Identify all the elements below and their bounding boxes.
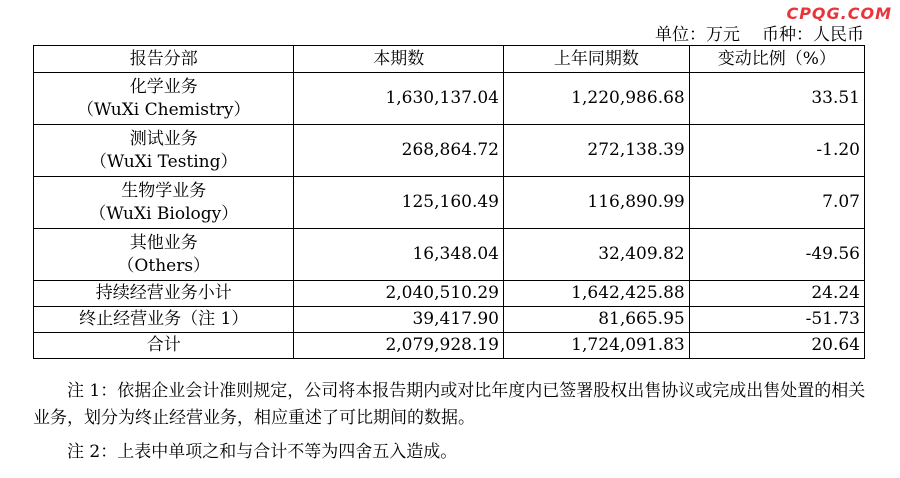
header-prior: 上年同期数 — [504, 46, 690, 73]
current-value: 2,040,510.29 — [294, 281, 504, 307]
watermark-logo: CPQG.COM — [786, 4, 892, 23]
prior-value: 116,890.99 — [504, 177, 690, 229]
unit-label: 单位：万元 — [655, 25, 740, 45]
segment-name: 化学业务 — [129, 76, 198, 97]
change-value: -51.73 — [689, 307, 864, 333]
footnote-2: 注 2：上表中单项之和与合计不等为四舍五入造成。 — [67, 442, 458, 462]
prior-value: 81,665.95 — [504, 307, 690, 333]
segment-cell — [34, 73, 294, 125]
segment-cell — [34, 229, 294, 281]
header-current: 本期数 — [294, 46, 504, 73]
change-value: -49.56 — [689, 229, 864, 281]
table-row — [34, 125, 865, 177]
segment-revenue-table — [33, 45, 865, 359]
segment-name-en: （WuXi Testing） — [89, 151, 238, 172]
segment-name: 持续经营业务小计 — [34, 281, 294, 307]
segment-name: 终止经营业务（注 1） — [34, 307, 294, 333]
table-row — [34, 281, 865, 307]
segment-name-en: （WuXi Biology） — [89, 203, 239, 224]
header-segment: 报告分部 — [34, 46, 294, 73]
unit-currency-line — [655, 20, 864, 45]
change-value: 20.64 — [689, 333, 864, 359]
segment-cell — [34, 125, 294, 177]
change-value: 7.07 — [689, 177, 864, 229]
segment-cell — [34, 177, 294, 229]
prior-value: 1,724,091.83 — [504, 333, 690, 359]
current-value: 39,417.90 — [294, 307, 504, 333]
segment-name: 合计 — [34, 333, 294, 359]
table-row — [34, 73, 865, 125]
current-value: 1,630,137.04 — [294, 73, 504, 125]
table-row-total — [34, 333, 865, 359]
prior-value: 1,220,986.68 — [504, 73, 690, 125]
segment-name-en: （Others） — [117, 255, 211, 276]
segment-name: 生物学业务 — [121, 180, 207, 201]
prior-value: 32,409.82 — [504, 229, 690, 281]
prior-value: 272,138.39 — [504, 125, 690, 177]
segment-name-en: （WuXi Chemistry） — [76, 99, 251, 120]
current-value: 125,160.49 — [294, 177, 504, 229]
current-value: 16,348.04 — [294, 229, 504, 281]
table-row — [34, 229, 865, 281]
segment-name: 测试业务 — [129, 128, 198, 149]
table-row — [34, 307, 865, 333]
table-header-row — [34, 46, 865, 73]
currency-label: 币种：人民币 — [762, 25, 864, 45]
prior-value: 1,642,425.88 — [504, 281, 690, 307]
change-value: -1.20 — [689, 125, 864, 177]
footnote-1: 注 1：依据企业会计准则规定，公司将本报告期内或对比年度内已签署股权出售协议或完成出售处置的相关业务，划分为终止经营业务，相应重述了可比期间的数据。 — [33, 381, 866, 428]
table-row — [34, 177, 865, 229]
current-value: 2,079,928.19 — [294, 333, 504, 359]
header-change: 变动比例（%） — [689, 46, 864, 73]
change-value: 24.24 — [689, 281, 864, 307]
current-value: 268,864.72 — [294, 125, 504, 177]
change-value: 33.51 — [689, 73, 864, 125]
segment-name: 其他业务 — [129, 232, 198, 253]
